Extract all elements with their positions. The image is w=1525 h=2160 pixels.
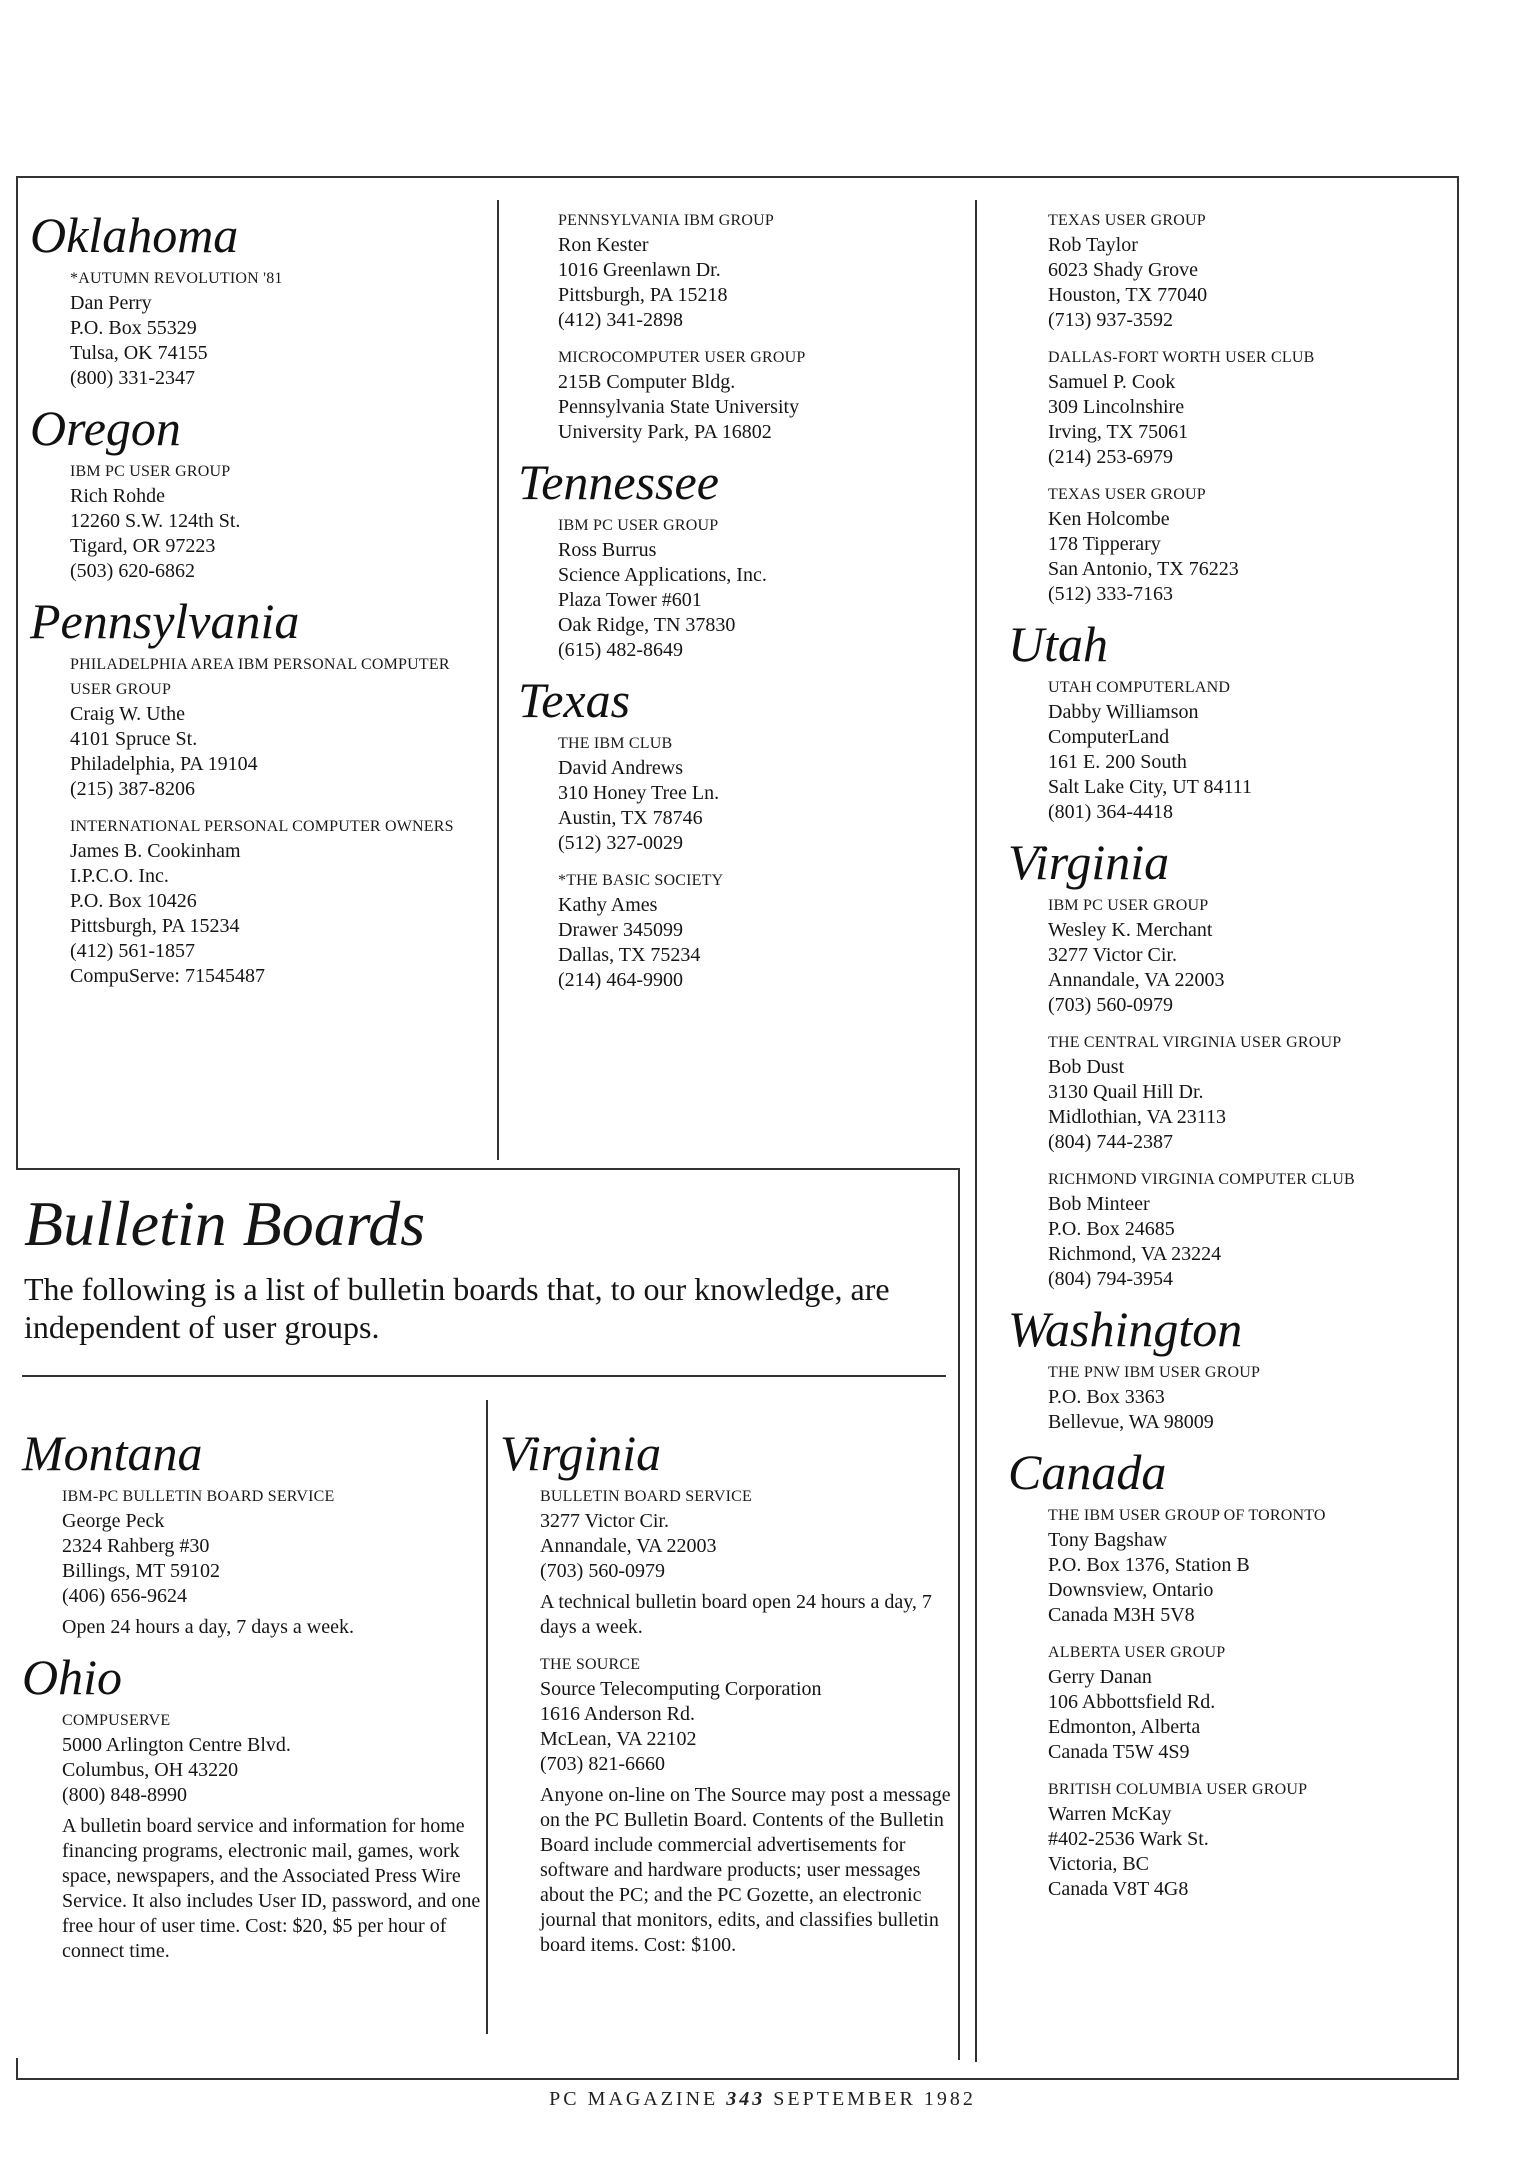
address-line: 310 Honey Tree Ln. xyxy=(558,782,720,804)
address-line: Pittsburgh, PA 15218 xyxy=(558,284,728,306)
frame-left-bottom xyxy=(16,2058,18,2080)
group-entry xyxy=(1048,675,1448,825)
column-3 xyxy=(1008,208,1448,1914)
address-line: Houston, TX 77040 xyxy=(1048,284,1208,306)
description: A technical bulletin board open 24 hours a day, 7 days a week. xyxy=(540,1591,932,1638)
address-line: (512) 327-0029 xyxy=(558,832,683,854)
address-line: (713) 937-3592 xyxy=(1048,309,1173,331)
address-line: 1616 Anderson Rd. xyxy=(540,1703,695,1725)
address-line: Plaza Tower #601 xyxy=(558,589,702,611)
state-heading: Ohio xyxy=(22,1649,122,1705)
group-name: THE SOURCE xyxy=(540,1656,641,1673)
address-line: Edmonton, Alberta xyxy=(1048,1716,1201,1738)
address-line: 3277 Victor Cir. xyxy=(540,1510,669,1532)
group-entry xyxy=(558,208,958,333)
address-line: P.O. Box 3363 xyxy=(1048,1386,1165,1408)
bulletin-column-2 xyxy=(500,1425,955,1970)
state-section xyxy=(1008,1301,1448,1435)
address-line: Austin, TX 78746 xyxy=(558,807,703,829)
group-name: THE IBM CLUB xyxy=(558,735,673,752)
group-entry xyxy=(1048,893,1448,1018)
group-entry xyxy=(1048,1030,1448,1155)
state-heading: Tennessee xyxy=(518,454,719,510)
address-line: San Antonio, TX 76223 xyxy=(1048,558,1239,580)
address-line: P.O. Box 1376, Station B xyxy=(1048,1554,1250,1576)
group-name: IBM PC USER GROUP xyxy=(70,463,231,480)
address-line: McLean, VA 22102 xyxy=(540,1728,697,1750)
address-line: (215) 387-8206 xyxy=(70,778,195,800)
address-line: Billings, MT 59102 xyxy=(62,1560,220,1582)
address-line: Pittsburgh, PA 15234 xyxy=(70,915,240,937)
state-section xyxy=(500,1425,955,1958)
column-2 xyxy=(518,208,958,1005)
state-section xyxy=(1008,208,1448,607)
address-line: P.O. Box 55329 xyxy=(70,317,197,339)
entry-list xyxy=(1048,208,1448,607)
address-line: (800) 331-2347 xyxy=(70,367,195,389)
state-heading: Virginia xyxy=(500,1425,662,1481)
state-section xyxy=(22,1649,482,1964)
address-line: Tigard, OR 97223 xyxy=(70,535,216,557)
group-name: THE PNW IBM USER GROUP xyxy=(1048,1364,1261,1381)
address-line: Annandale, VA 22003 xyxy=(540,1535,717,1557)
group-entry xyxy=(558,345,958,445)
address-line: Canada T5W 4S9 xyxy=(1048,1741,1190,1763)
entry-list xyxy=(540,1484,955,1958)
entry-list xyxy=(558,731,958,993)
address-line: Craig W. Uthe xyxy=(70,703,185,725)
address-line: Bob Minteer xyxy=(1048,1193,1150,1215)
group-entry xyxy=(70,652,480,802)
address-line: Rob Taylor xyxy=(1048,234,1138,256)
group-entry xyxy=(1048,1503,1448,1628)
address-line: Annandale, VA 22003 xyxy=(1048,969,1225,991)
address-line: Gerry Danan xyxy=(1048,1666,1152,1688)
address-line: 5000 Arlington Centre Blvd. xyxy=(62,1734,291,1756)
address-line: 309 Lincolnshire xyxy=(1048,396,1185,418)
group-name: COMPUSERVE xyxy=(62,1712,171,1729)
group-entry xyxy=(70,266,480,391)
group-name: UTAH COMPUTERLAND xyxy=(1048,679,1231,696)
page-footer xyxy=(0,2088,1525,2111)
group-entry xyxy=(558,513,958,663)
state-section xyxy=(30,400,480,584)
group-entry xyxy=(1048,208,1448,333)
bulletin-box-right xyxy=(958,1168,960,2060)
address-line: Oak Ridge, TN 37830 xyxy=(558,614,736,636)
address-line: (406) 656-9624 xyxy=(62,1585,187,1607)
frame-right xyxy=(1457,176,1459,2080)
address-line: 106 Abbottsfield Rd. xyxy=(1048,1691,1216,1713)
footer-magazine: PC MAGAZINE xyxy=(549,2088,719,2110)
address-line: I.P.C.O. Inc. xyxy=(70,865,169,887)
address-line: Warren McKay xyxy=(1048,1803,1172,1825)
address-line: Drawer 345099 xyxy=(558,919,683,941)
address-line: Kathy Ames xyxy=(558,894,658,916)
state-section xyxy=(1008,834,1448,1292)
address-line: (214) 464-9900 xyxy=(558,969,683,991)
address-line: CompuServe: 71545487 xyxy=(70,965,265,987)
address-line: University Park, PA 16802 xyxy=(558,421,772,443)
address-line: Downsview, Ontario xyxy=(1048,1579,1214,1601)
address-line: Dallas, TX 75234 xyxy=(558,944,701,966)
address-line: 3277 Victor Cir. xyxy=(1048,944,1177,966)
address-line: Dan Perry xyxy=(70,292,152,314)
group-name: IBM PC USER GROUP xyxy=(1048,897,1209,914)
address-line: 215B Computer Bldg. xyxy=(558,371,736,393)
group-entry xyxy=(1048,345,1448,470)
address-line: George Peck xyxy=(62,1510,165,1532)
frame-left-top xyxy=(16,176,18,1168)
address-line: Pennsylvania State University xyxy=(558,396,800,418)
group-entry xyxy=(1048,1167,1448,1292)
address-line: 178 Tipperary xyxy=(1048,533,1161,555)
address-line: Source Telecomputing Corporation xyxy=(540,1678,822,1700)
address-line: Ken Holcombe xyxy=(1048,508,1170,530)
group-entry xyxy=(558,731,958,856)
entry-list xyxy=(1048,893,1448,1292)
group-entry xyxy=(1048,1777,1448,1902)
description: Anyone on-line on The Source may post a message on the PC Bulletin Board. Contents of the Bulletin Board include commercial advertisements for software and hardware products; user messages about the PC; and the PC Gozette, an electronic journal that monitors, edits, and classifies bulletin board items. Cost: $100. xyxy=(540,1784,951,1956)
address-line: Victoria, BC xyxy=(1048,1853,1150,1875)
group-name: ALBERTA USER GROUP xyxy=(1048,1644,1226,1661)
address-line: 161 E. 200 South xyxy=(1048,751,1187,773)
address-line: Science Applications, Inc. xyxy=(558,564,767,586)
address-line: (503) 620-6862 xyxy=(70,560,195,582)
address-line: Samuel P. Cook xyxy=(1048,371,1176,393)
bulletin-title: Bulletin Boards xyxy=(24,1188,426,1259)
group-name: BULLETIN BOARD SERVICE xyxy=(540,1488,753,1505)
group-name: PENNSYLVANIA IBM GROUP xyxy=(558,212,775,229)
bulletin-header xyxy=(24,1188,944,1346)
entry-list xyxy=(70,459,480,584)
address-line: 3130 Quail Hill Dr. xyxy=(1048,1081,1204,1103)
address-line: Ross Burrus xyxy=(558,539,657,561)
state-heading: Canada xyxy=(1008,1444,1167,1500)
state-heading: Washington xyxy=(1008,1301,1243,1357)
entry-list xyxy=(558,513,958,663)
address-line: 6023 Shady Grove xyxy=(1048,259,1198,281)
group-entry xyxy=(70,814,480,989)
address-line: Tulsa, OK 74155 xyxy=(70,342,208,364)
address-line: 12260 S.W. 124th St. xyxy=(70,510,241,532)
state-heading: Texas xyxy=(518,672,631,728)
entry-list xyxy=(70,652,480,989)
group-name: BRITISH COLUMBIA USER GROUP xyxy=(1048,1781,1308,1798)
state-heading: Pennsylvania xyxy=(30,593,300,649)
address-line: (703) 560-0979 xyxy=(540,1560,665,1582)
address-line: (703) 560-0979 xyxy=(1048,994,1173,1016)
address-line: (412) 561-1857 xyxy=(70,940,195,962)
address-line: 4101 Spruce St. xyxy=(70,728,198,750)
group-name: IBM-PC BULLETIN BOARD SERVICE xyxy=(62,1488,335,1505)
entry-list xyxy=(1048,675,1448,825)
address-line: P.O. Box 24685 xyxy=(1048,1218,1175,1240)
group-entry xyxy=(558,868,958,993)
group-name: *THE BASIC SOCIETY xyxy=(558,872,724,889)
group-name: *AUTUMN REVOLUTION '81 xyxy=(70,270,283,287)
state-heading: Oklahoma xyxy=(30,207,239,263)
address-line: (412) 341-2898 xyxy=(558,309,683,331)
address-line: James B. Cookinham xyxy=(70,840,241,862)
address-line: Midlothian, VA 23113 xyxy=(1048,1106,1226,1128)
address-line: Richmond, VA 23224 xyxy=(1048,1243,1222,1265)
group-name: THE IBM USER GROUP OF TORONTO xyxy=(1048,1507,1326,1524)
address-line: Ron Kester xyxy=(558,234,649,256)
address-line: Dabby Williamson xyxy=(1048,701,1199,723)
group-name: IBM PC USER GROUP xyxy=(558,517,719,534)
state-heading: Oregon xyxy=(30,400,181,456)
description: A bulletin board service and information for home financing programs, electronic mail, games, work space, newspapers, and the Associated Press Wire Service. It also includes User ID, password, and one free hour of user time. Cost: $20, $5 per hour of connect time. xyxy=(62,1815,481,1962)
address-line: (801) 364-4418 xyxy=(1048,801,1173,823)
group-entry xyxy=(62,1484,482,1640)
state-section xyxy=(1008,1444,1448,1902)
address-line: #402-2536 Wark St. xyxy=(1048,1828,1209,1850)
state-heading: Montana xyxy=(22,1425,203,1481)
address-line: Columbus, OH 43220 xyxy=(62,1759,239,1781)
entry-list xyxy=(62,1708,482,1964)
bulletin-intro: The following is a list of bulletin boards that, to our knowledge, are independent of user groups. xyxy=(24,1271,890,1345)
frame-top xyxy=(16,176,1458,178)
address-line: Irving, TX 75061 xyxy=(1048,421,1189,443)
address-line: 1016 Greenlawn Dr. xyxy=(558,259,721,281)
entry-list xyxy=(1048,1503,1448,1902)
group-entry xyxy=(62,1708,482,1964)
group-name: THE CENTRAL VIRGINIA USER GROUP xyxy=(1048,1034,1342,1051)
address-line: Rich Rohde xyxy=(70,485,165,507)
group-entry xyxy=(540,1652,955,1958)
address-line: ComputerLand xyxy=(1048,726,1170,748)
address-line: Philadelphia, PA 19104 xyxy=(70,753,258,775)
state-section xyxy=(22,1425,482,1640)
group-entry xyxy=(1048,1640,1448,1765)
entry-list xyxy=(70,266,480,391)
state-heading: Virginia xyxy=(1008,834,1170,890)
address-line: (800) 848-8990 xyxy=(62,1784,187,1806)
address-line: (703) 821-6660 xyxy=(540,1753,665,1775)
entry-list xyxy=(558,208,958,445)
group-name: RICHMOND VIRGINIA COMPUTER CLUB xyxy=(1048,1171,1355,1188)
address-line: Bellevue, WA 98009 xyxy=(1048,1411,1214,1433)
entry-list xyxy=(62,1484,482,1640)
bulletin-rule xyxy=(22,1375,946,1377)
state-section xyxy=(30,593,480,989)
group-entry xyxy=(1048,1360,1448,1435)
address-line: Bob Dust xyxy=(1048,1056,1125,1078)
group-entry xyxy=(1048,482,1448,607)
address-line: Salt Lake City, UT 84111 xyxy=(1048,776,1253,798)
frame-bottom xyxy=(16,2078,1458,2080)
footer-date: SEPTEMBER 1982 xyxy=(773,2088,976,2110)
address-line: David Andrews xyxy=(558,757,683,779)
address-line: (615) 482-8649 xyxy=(558,639,683,661)
address-line: 2324 Rahberg #30 xyxy=(62,1535,210,1557)
group-entry xyxy=(70,459,480,584)
group-name: TEXAS USER GROUP xyxy=(1048,212,1206,229)
state-section xyxy=(518,454,958,663)
column-1 xyxy=(30,207,480,1001)
group-name: TEXAS USER GROUP xyxy=(1048,486,1206,503)
column-divider-2 xyxy=(975,200,977,2062)
address-line: Canada V8T 4G8 xyxy=(1048,1878,1189,1900)
group-entry xyxy=(540,1484,955,1640)
group-name: PHILADELPHIA AREA IBM PERSONAL COMPUTER USER GROUP xyxy=(70,656,450,698)
state-section xyxy=(1008,616,1448,825)
address-line: (804) 794-3954 xyxy=(1048,1268,1173,1290)
group-name: INTERNATIONAL PERSONAL COMPUTER OWNERS xyxy=(70,818,454,835)
address-line: (804) 744-2387 xyxy=(1048,1131,1173,1153)
address-line: Wesley K. Merchant xyxy=(1048,919,1213,941)
footer-page-number: 343 xyxy=(726,2088,766,2110)
address-line: (512) 333-7163 xyxy=(1048,583,1173,605)
address-line: Canada M3H 5V8 xyxy=(1048,1604,1195,1626)
bulletin-column-divider xyxy=(486,1400,488,2034)
entry-list xyxy=(1048,1360,1448,1435)
bulletin-column-1 xyxy=(22,1425,482,1976)
bulletin-box-top xyxy=(16,1168,960,1170)
state-heading: Utah xyxy=(1008,616,1108,672)
state-section xyxy=(518,672,958,993)
address-line: P.O. Box 10426 xyxy=(70,890,197,912)
group-name: MICROCOMPUTER USER GROUP xyxy=(558,349,806,366)
address-line: (214) 253-6979 xyxy=(1048,446,1173,468)
column-divider-1 xyxy=(497,200,499,1160)
group-name: DALLAS-FORT WORTH USER CLUB xyxy=(1048,349,1315,366)
description: Open 24 hours a day, 7 days a week. xyxy=(62,1616,354,1638)
address-line: Tony Bagshaw xyxy=(1048,1529,1168,1551)
state-section xyxy=(30,207,480,391)
state-section xyxy=(518,208,958,445)
